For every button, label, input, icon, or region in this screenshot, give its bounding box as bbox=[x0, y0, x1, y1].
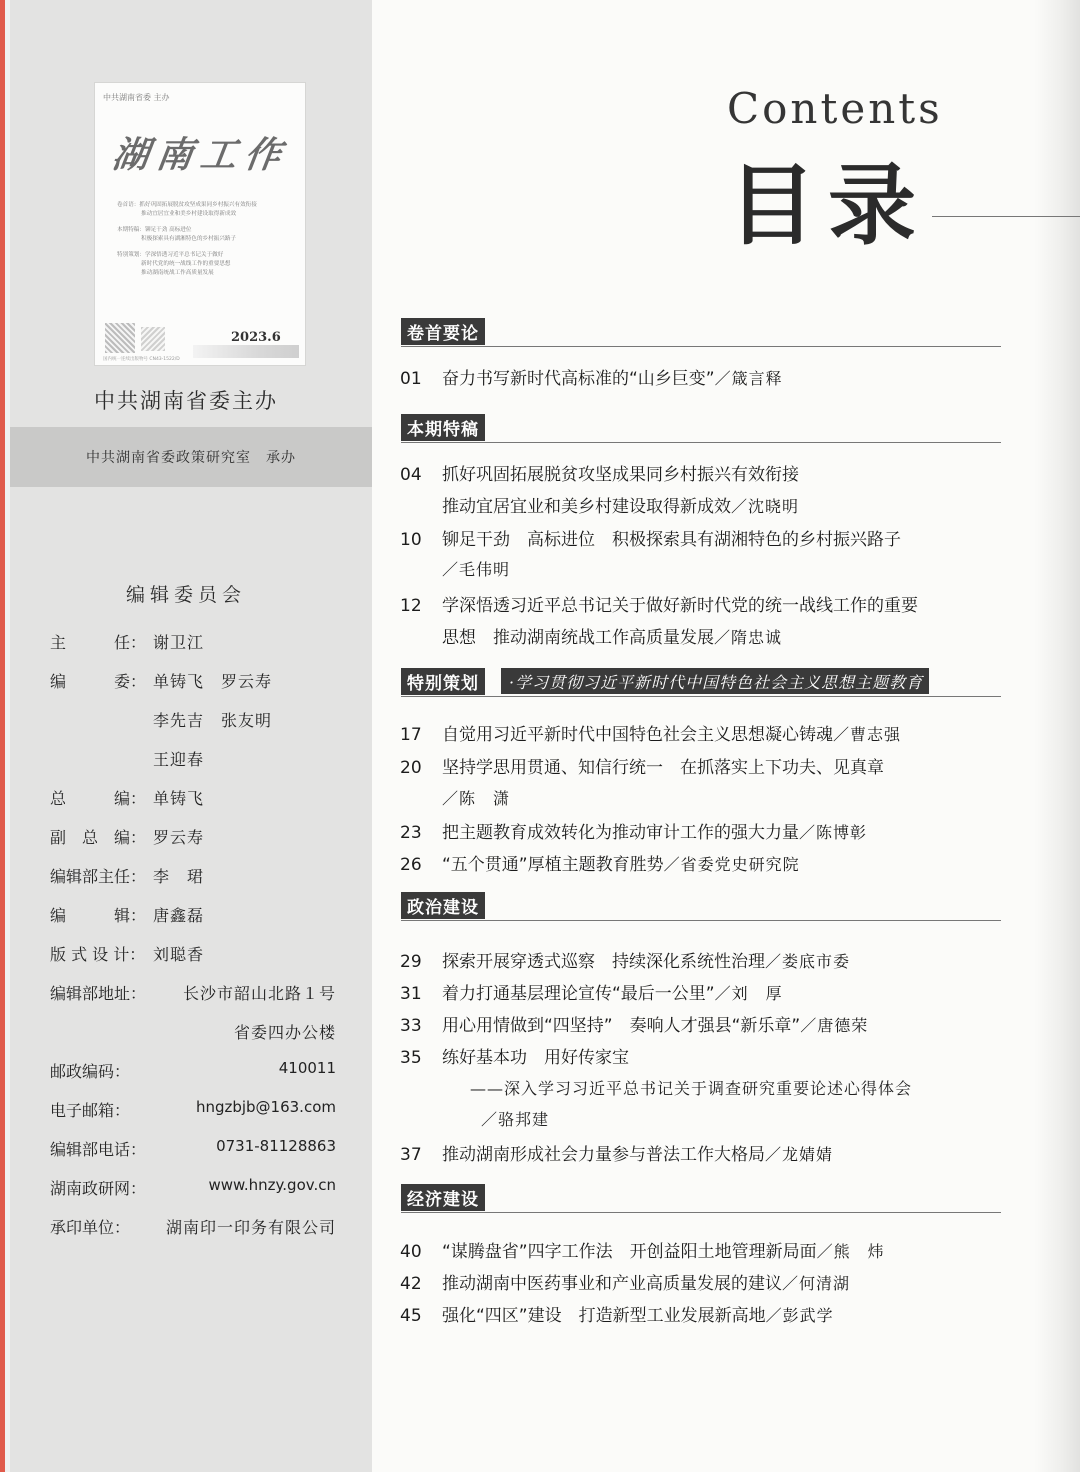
staff-value: www.hnzy.gov.cn bbox=[208, 1176, 336, 1194]
cover-line: 推动湖南统战工作高质量发展 bbox=[141, 270, 214, 276]
entry-author: ／隋忠诚 bbox=[714, 628, 783, 647]
entry-author: ／陈博彰 bbox=[799, 823, 868, 842]
page-number: 33 bbox=[400, 1016, 422, 1036]
page-number: 04 bbox=[400, 465, 422, 485]
entry-title: 奋力书写新时代高标准的“山乡巨变” bbox=[442, 369, 715, 389]
staff-label: 邮政编码： bbox=[50, 1062, 131, 1081]
toc-entry-continued[interactable] bbox=[442, 557, 510, 580]
staff-row bbox=[50, 1215, 340, 1254]
toc-entry[interactable] bbox=[400, 850, 800, 875]
staff-row bbox=[50, 825, 340, 864]
entry-title: 铆足干劲 高标进位 积极探索具有湖湘特色的乡村振兴路子 bbox=[442, 530, 901, 550]
staff-row bbox=[50, 1098, 340, 1137]
entry-author: ／陈 潇 bbox=[442, 789, 511, 808]
contents-title-en: Contents bbox=[727, 84, 943, 133]
staff-row bbox=[50, 1137, 340, 1176]
entry-title: 坚持学思用贯通、知信行统一 在抓落实上下功夫、见真章 bbox=[442, 758, 884, 778]
staff-value: 单铸飞 bbox=[153, 789, 205, 808]
page-curl-shadow bbox=[1034, 0, 1080, 1472]
entry-author: ／娄底市委 bbox=[765, 952, 851, 971]
page-number: 42 bbox=[400, 1274, 422, 1294]
staff-value: 0731-81128863 bbox=[216, 1137, 336, 1155]
section-header bbox=[401, 1184, 1001, 1213]
entry-title: 学深悟透习近平总书记关于做好新时代党的统一战线工作的重要 bbox=[442, 596, 918, 616]
cover-title: 湖南工作 bbox=[109, 134, 292, 176]
staff-value: 谢卫江 bbox=[153, 633, 205, 652]
toc-entry[interactable] bbox=[400, 1269, 850, 1294]
staff-label: 电子邮箱： bbox=[50, 1101, 131, 1120]
masthead-panel bbox=[0, 0, 372, 1472]
entry-author: ／唐德荣 bbox=[800, 1016, 869, 1035]
entry-title: 探索开展穿透式巡察 持续深化系统性治理 bbox=[442, 952, 765, 972]
staff-value: 刘聪香 bbox=[153, 945, 205, 964]
entry-title: “五个贯通”厚植主题教育胜势 bbox=[442, 855, 664, 875]
entry-title: 强化“四区”建设 打造新型工业发展新高地 bbox=[442, 1306, 766, 1326]
staff-row bbox=[50, 1059, 340, 1098]
staff-value: 李 珺 bbox=[153, 867, 205, 886]
toc-entry[interactable] bbox=[400, 591, 918, 616]
toc-entry[interactable] bbox=[400, 753, 884, 778]
staff-label: 版 式 设 计： bbox=[50, 945, 146, 964]
staff-row bbox=[50, 981, 340, 1020]
toc-entry[interactable] bbox=[400, 364, 783, 389]
toc-entry-continued[interactable] bbox=[442, 492, 799, 517]
entry-title-cont: 推动宜居宜业和美乡村建设取得新成效 bbox=[442, 497, 731, 517]
cover-line: 卷首语：抓好巩固拓展脱贫攻坚成果同乡村振兴有效衔接 bbox=[117, 202, 257, 208]
section-label: 政治建设 bbox=[401, 892, 485, 919]
staff-list bbox=[50, 630, 340, 1254]
page-number: 10 bbox=[400, 530, 422, 550]
entry-author: ／龙婧婧 bbox=[765, 1145, 834, 1164]
staff-value: 唐鑫磊 bbox=[153, 906, 205, 925]
section-label: 卷首要论 bbox=[401, 318, 485, 345]
contents-rule bbox=[932, 216, 1080, 217]
staff-label: 编辑部地址： bbox=[50, 984, 147, 1003]
page-number: 29 bbox=[400, 952, 422, 972]
organizer-line: 中共湖南省委政策研究室 承办 bbox=[86, 450, 296, 466]
staff-label: 主 任： bbox=[50, 633, 147, 652]
staff-row bbox=[50, 864, 340, 903]
toc-entry[interactable] bbox=[400, 1237, 885, 1262]
staff-value: 单铸飞 罗云寿 bbox=[153, 672, 273, 691]
organizer-band bbox=[10, 427, 372, 487]
toc-entry[interactable] bbox=[400, 720, 901, 745]
entry-author: ／骆邦建 bbox=[481, 1110, 550, 1129]
staff-label: 承印单位： bbox=[50, 1218, 131, 1237]
entry-author: ／曹志强 bbox=[833, 725, 902, 744]
cover-line: 积极探索具有湖湘特色的乡村振兴路子 bbox=[141, 236, 237, 242]
staff-value: 长沙市韶山北路１号 bbox=[182, 984, 336, 1003]
staff-label: 编辑部主任： bbox=[50, 867, 147, 886]
page-number: 37 bbox=[400, 1145, 422, 1165]
toc-entry[interactable] bbox=[400, 460, 799, 485]
toc-entry[interactable] bbox=[400, 818, 867, 843]
page-number: 45 bbox=[400, 1306, 422, 1326]
cover-issue-number: 2023.6 bbox=[231, 330, 281, 345]
staff-label: 湖南政研网： bbox=[50, 1179, 147, 1198]
cover-line: 特别策划：学深悟透习近平总书记关于做好 bbox=[117, 252, 224, 258]
section-header bbox=[401, 892, 1001, 921]
toc-entry-continued[interactable] bbox=[442, 786, 510, 809]
staff-label: 编 委： bbox=[50, 672, 147, 691]
toc-entry[interactable] bbox=[400, 979, 783, 1004]
staff-value: hngzbjb@163.com bbox=[195, 1098, 336, 1116]
entry-author: ／箴言释 bbox=[714, 369, 783, 388]
section-label: 本期特稿 bbox=[401, 414, 485, 441]
sponsor-line: 中共湖南省委主办 bbox=[94, 389, 278, 413]
toc-entry[interactable] bbox=[400, 1140, 833, 1165]
staff-row bbox=[50, 630, 340, 669]
entry-author: ／毛伟明 bbox=[442, 560, 511, 579]
page-number: 01 bbox=[400, 369, 422, 389]
staff-row bbox=[50, 903, 340, 942]
spine-edge bbox=[5, 0, 10, 1472]
entry-title: 把主题教育成效转化为推动审计工作的强大力量 bbox=[442, 823, 799, 843]
entry-title: 练好基本功 用好传家宝 bbox=[442, 1048, 629, 1068]
staff-row bbox=[50, 942, 340, 981]
staff-row bbox=[50, 669, 340, 708]
barcode-icon bbox=[141, 327, 165, 351]
section-header bbox=[401, 668, 1001, 697]
section-label: 经济建设 bbox=[401, 1184, 485, 1211]
section-header bbox=[401, 414, 1001, 443]
toc-entry[interactable] bbox=[400, 947, 850, 972]
editorial-board-title: 编辑委员会 bbox=[125, 584, 246, 606]
cover-line: 新时代党的统一战线工作的重要思想 bbox=[141, 261, 231, 267]
staff-row bbox=[50, 708, 340, 747]
section-subtitle: ·学习贯彻习近平新时代中国特色社会主义思想主题教育 bbox=[501, 668, 929, 694]
staff-label: 编辑部电话： bbox=[50, 1140, 147, 1159]
entry-title: 推动湖南形成社会力量参与普法工作大格局 bbox=[442, 1145, 765, 1165]
page-number: 23 bbox=[400, 823, 422, 843]
toc-entry[interactable] bbox=[400, 525, 901, 550]
entry-author: ／刘 厚 bbox=[714, 984, 783, 1003]
page-number: 12 bbox=[400, 596, 422, 616]
section-header bbox=[401, 318, 1001, 347]
contents-title-cn: 目录 bbox=[728, 153, 929, 257]
page-number: 35 bbox=[400, 1048, 422, 1068]
staff-row bbox=[50, 747, 340, 786]
staff-value: 王迎春 bbox=[153, 750, 205, 769]
cover-thumbnail bbox=[94, 82, 306, 366]
page-number: 20 bbox=[400, 758, 422, 778]
staff-label: 副 总 编： bbox=[50, 828, 147, 847]
entry-author: ／彭武学 bbox=[765, 1306, 834, 1325]
entry-title: 推动湖南中医药事业和产业高质量发展的建议 bbox=[442, 1274, 782, 1294]
page-number: 31 bbox=[400, 984, 422, 1004]
qr-code-icon bbox=[105, 323, 135, 353]
entry-author: ／沈晓明 bbox=[731, 497, 800, 516]
entry-author: ／省委党史研究院 bbox=[663, 855, 800, 874]
page-number: 26 bbox=[400, 855, 422, 875]
entry-title: 着力打通基层理论宣传“最后一公里” bbox=[442, 984, 715, 1004]
staff-row bbox=[50, 786, 340, 825]
staff-label: 编 辑： bbox=[50, 906, 147, 925]
entry-title-cont: 思想 推动湖南统战工作高质量发展 bbox=[442, 628, 714, 648]
staff-value: 李先吉 张友明 bbox=[153, 711, 273, 730]
entry-author: ／熊 炜 bbox=[816, 1242, 885, 1261]
entry-author: ／何清湖 bbox=[782, 1274, 851, 1293]
page-number: 17 bbox=[400, 725, 422, 745]
staff-value: 410011 bbox=[278, 1059, 336, 1077]
entry-title: 自觉用习近平新时代中国特色社会主义思想凝心铸魂 bbox=[442, 725, 833, 745]
cover-barcode-text: 国内统一连续出版物号 CN43-1522/D bbox=[103, 357, 180, 362]
cover-line: 推动宜居宜业和美乡村建设取得新成效 bbox=[141, 211, 237, 217]
entry-title: 抓好巩固拓展脱贫攻坚成果同乡村振兴有效衔接 bbox=[442, 465, 799, 485]
toc-entry-continued[interactable] bbox=[442, 623, 782, 648]
section-label: 特别策划 bbox=[401, 668, 485, 695]
page-number: 40 bbox=[400, 1242, 422, 1262]
cover-line: 本期特稿：铆足干劲 高标进位 bbox=[117, 227, 192, 233]
toc-entry[interactable] bbox=[400, 1011, 868, 1036]
entry-title: 用心用情做到“四坚持” 奏响人才强县“新乐章” bbox=[442, 1016, 801, 1036]
staff-value: 罗云寿 bbox=[153, 828, 205, 847]
cover-top-text: 中共湖南省委 主办 bbox=[103, 93, 170, 102]
staff-value: 省委四办公楼 bbox=[233, 1023, 336, 1042]
entry-subtitle: ——深入学习习近平总书记关于调查研究重要论述心得体会 bbox=[470, 1079, 913, 1098]
staff-label: 总 编： bbox=[50, 789, 147, 808]
cover-headlines bbox=[117, 201, 297, 278]
staff-value: 湖南印一印务有限公司 bbox=[165, 1218, 336, 1237]
staff-row bbox=[50, 1176, 340, 1215]
entry-title: “谋腾盘省”四字工作法 开创益阳土地管理新局面 bbox=[442, 1242, 817, 1262]
cover-gradient-band bbox=[193, 345, 299, 358]
toc-entry[interactable] bbox=[400, 1301, 834, 1326]
staff-row bbox=[50, 1020, 340, 1059]
toc-entry[interactable] bbox=[400, 1043, 629, 1068]
